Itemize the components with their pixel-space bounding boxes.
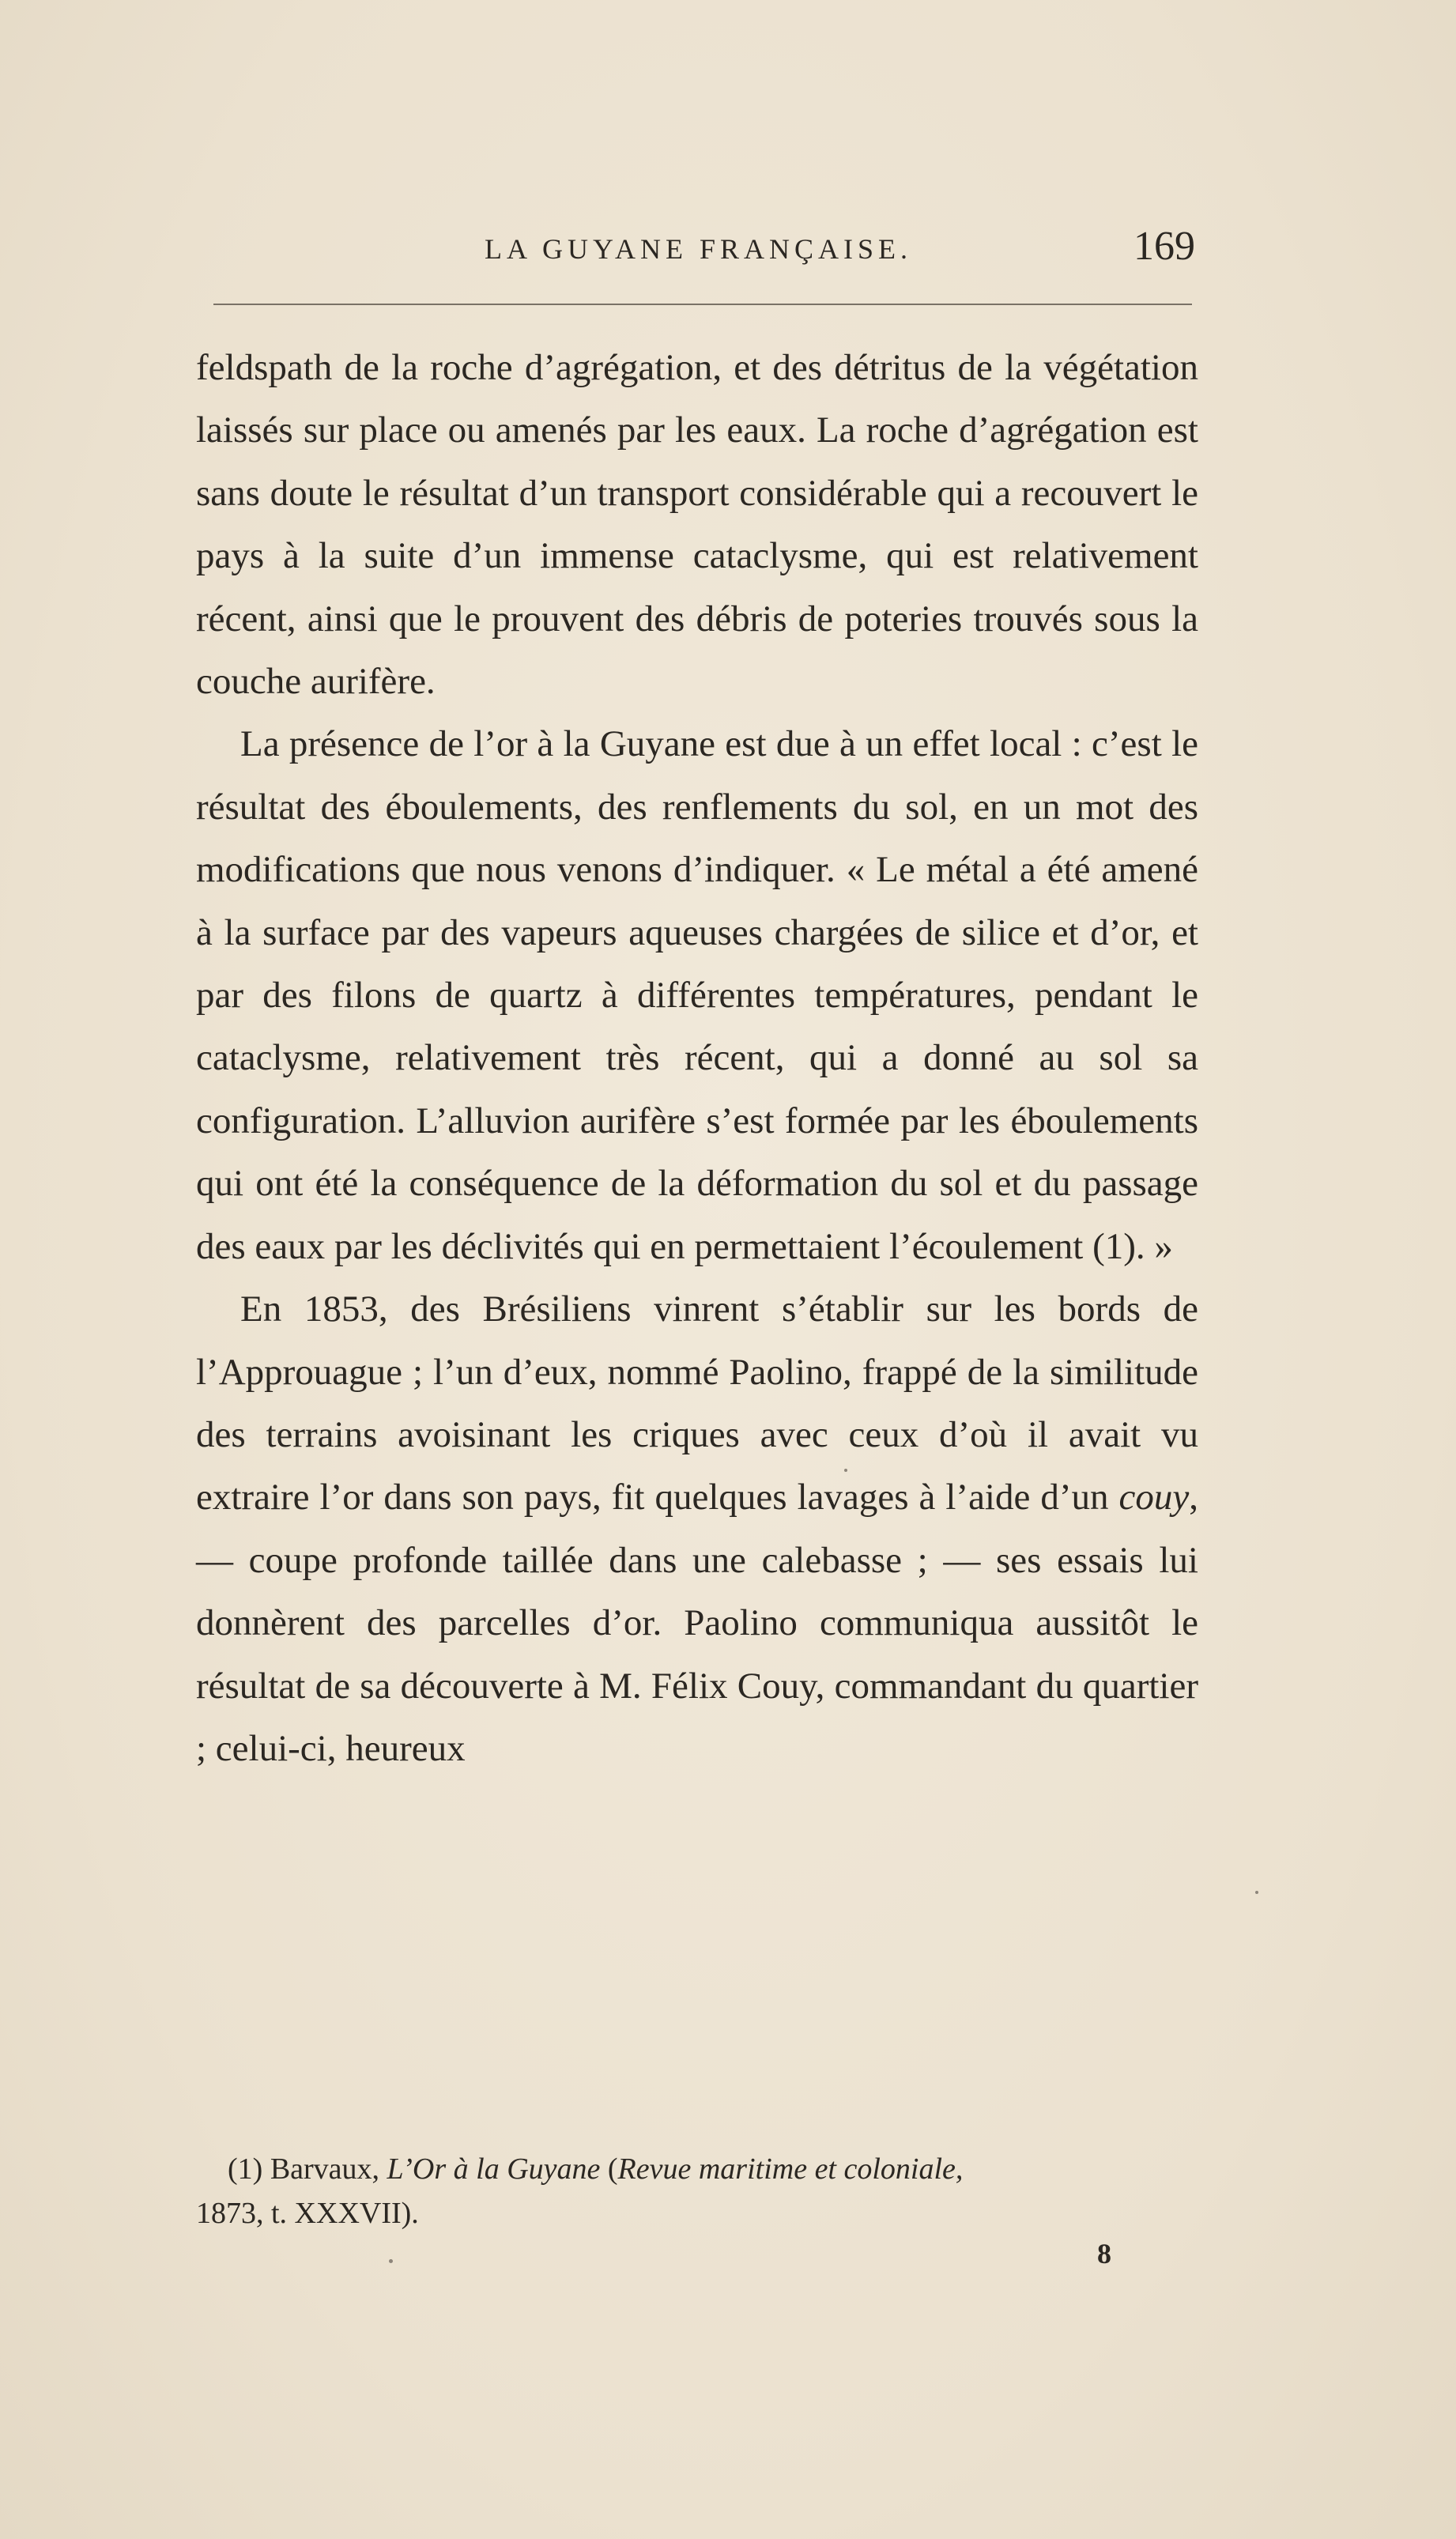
- footnote: [196, 2147, 1198, 2235]
- footnote-number: (1): [228, 2152, 263, 2186]
- footnote-line-2: 1873, t. XXXVII).: [196, 2197, 419, 2230]
- signature-mark: 8: [1097, 2238, 1111, 2269]
- paragraph-2: La présence de l’or à la Guyane est due à un effet local : c’est le résultat des éboulements, des renflements du sol, en un mot des modifications que nous venons d’indiquer. « Le métal a été amené à la surface par des vapeurs aqueuses chargées de silice et d’or, et par des filons de quartz à différentes températures, pendant le cataclysme, relativement très récent, qui a donné au sol sa configuration. L’alluvion aurifère s’est formée par les éboulements qui ont été la conséquence de la déformation du sol et du passage des eaux par les déclivités qui en permettaient l’écoulement (1). »: [196, 723, 1198, 1267]
- paragraph-3: [196, 1278, 1198, 1780]
- page-number: 169: [1133, 224, 1195, 269]
- footnote-title: L’Or à la Guyane: [387, 2152, 601, 2186]
- paper-speck: [844, 1469, 847, 1472]
- paragraph-3-text-b: , — coupe profonde taillée dans une calebasse ; — ses essais lui donnèrent des parcelles d’or. Paolino communiqua aussitôt le résultat de sa découverte à M. Félix Couy, commandant du quartier ; celui-ci, heureux: [196, 1477, 1198, 1769]
- footnote-journal: Revue maritime et coloniale,: [617, 2152, 964, 2186]
- header-rule: [213, 304, 1192, 305]
- body-text: [196, 337, 1198, 1780]
- paragraph-1: feldspath de la roche d’agrégation, et des détritus de la végétation laissés sur place ou amenés par les eaux. La roche d’agrégation est sans doute le résultat d’un transport considérable qui a recouvert le pays à la suite d’un immense cataclysme, qui est relativement récent, ainsi que le prouvent des débris de poteries trouvés sous la couche aurifère.: [196, 347, 1198, 703]
- running-title: LA GUYANE FRANÇAISE.: [485, 233, 913, 265]
- italic-word-couy: couy: [1118, 1477, 1190, 1518]
- page-header: [196, 223, 1195, 278]
- footnote-paren: (: [607, 2152, 618, 2186]
- footnote-author: Barvaux,: [270, 2152, 380, 2186]
- paper-speck: [1255, 1891, 1258, 1894]
- footnote-line-1: [196, 2147, 1198, 2191]
- paragraph-3-text-a: En 1853, des Brésiliens vinrent s’établir sur les bords de l’Approuague ; l’un d’eux, nommé Paolino, frappé de la similitude des terrains avoisinant les criques avec ceux d’où il avait vu extraire l’or dans son pays, fit quelques lavages à l’aide d’un: [196, 1288, 1198, 1518]
- paper-speck: [389, 2259, 393, 2263]
